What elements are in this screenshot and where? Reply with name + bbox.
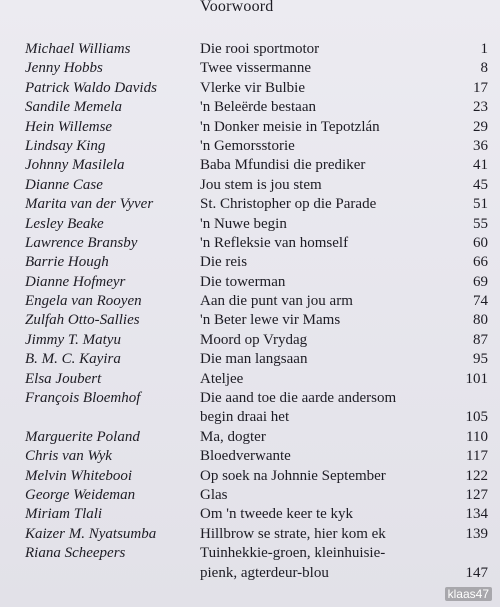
toc-entry	[0, 234, 500, 253]
entry-author: Jenny Hobbs	[25, 60, 103, 77]
entry-author: Michael Williams	[25, 41, 131, 57]
toc-entry	[0, 137, 500, 156]
entry-author: Johnny Masilela	[25, 157, 125, 174]
entry-author: Barrie Hough	[25, 254, 109, 271]
entry-page: 69	[473, 273, 488, 290]
entry-page: 95	[473, 351, 488, 368]
entry-page: 66	[473, 254, 488, 271]
entry-title: 'n Nuwe begin	[200, 215, 287, 232]
entry-title: Twee vissermanne	[200, 60, 311, 77]
entry-page: 55	[473, 215, 488, 232]
entry-author: Lawrence Bransby	[25, 234, 138, 251]
entry-title: Ateljee	[200, 370, 244, 387]
toc-entry	[0, 331, 500, 350]
entry-author: Hein Willemse	[25, 118, 113, 135]
toc-entry	[0, 253, 500, 272]
toc-entry	[0, 428, 500, 447]
toc-entry	[0, 98, 500, 117]
entry-page: 105	[465, 409, 488, 426]
entry-author: Sandile Memela	[25, 99, 123, 116]
entry-author: François Bloemhof	[25, 390, 141, 407]
entry-page: 8	[480, 60, 488, 77]
toc-entry	[0, 486, 500, 505]
toc-entry	[0, 40, 500, 59]
entry-title	[200, 389, 450, 428]
entry-page: 87	[473, 331, 488, 348]
entry-author: Dianne Case	[25, 176, 103, 193]
toc-entry	[0, 292, 500, 311]
toc-entry	[0, 215, 500, 234]
entry-title: 'n Refleksie van homself	[200, 234, 349, 251]
entry-page: 127	[465, 487, 488, 503]
entry-title: Hillbrow se strate, hier kom ek	[200, 525, 386, 542]
toc-entry	[0, 195, 500, 214]
entry-page: 147	[465, 564, 488, 581]
entry-title: Glas	[200, 487, 228, 503]
entry-title	[200, 544, 450, 583]
entry-author: Zulfah Otto-Sallies	[25, 312, 140, 329]
entry-author: Lesley Beake	[25, 215, 104, 232]
toc-entry	[0, 525, 500, 544]
toc-entry	[0, 447, 500, 466]
entry-page: 17	[473, 79, 488, 96]
entry-author: Melvin Whitebooi	[25, 467, 133, 484]
table-of-contents	[0, 40, 500, 583]
entry-author: Miriam Tlali	[25, 506, 103, 523]
toc-entry	[0, 389, 500, 428]
entry-page: 41	[473, 157, 488, 174]
entry-author: Lindsay King	[25, 137, 106, 154]
entry-title: Die man langsaan	[200, 351, 308, 368]
entry-author: Elsa Joubert	[25, 370, 102, 387]
entry-title: 'n Donker meisie in Tepotzlán	[200, 118, 380, 135]
entry-page: 60	[473, 234, 488, 251]
entry-title: 'n Gemorsstorie	[200, 137, 295, 154]
entry-title-line-2: begin draai het	[200, 409, 290, 426]
entry-title: Jou stem is jou stem	[200, 176, 322, 193]
toc-entry	[0, 79, 500, 98]
entry-title: Die reis	[200, 254, 248, 271]
entry-author: Marguerite Poland	[25, 428, 140, 445]
entry-page: 51	[473, 196, 488, 213]
entry-page: 80	[473, 312, 488, 329]
entry-author: B. M. C. Kayira	[25, 351, 121, 368]
entry-title: 'n Beleërde bestaan	[200, 99, 316, 116]
entry-title: Baba Mfundisi die prediker	[200, 157, 366, 174]
entry-title: Aan die punt van jou arm	[200, 293, 353, 310]
entry-page: 110	[466, 428, 488, 445]
entry-page: 74	[473, 293, 488, 310]
entry-title: 'n Beter lewe vir Mams	[200, 312, 341, 329]
entry-title: Bloedverwante	[200, 448, 291, 465]
entry-author: Chris van Wyk	[25, 448, 112, 465]
entry-title: Moord op Vrydag	[200, 331, 308, 348]
toc-entry	[0, 59, 500, 78]
entry-page: 139	[465, 525, 488, 542]
entry-title: Die rooi sportmotor	[200, 41, 320, 57]
entry-page: 134	[465, 506, 488, 523]
entry-page: 36	[473, 137, 488, 154]
entry-title: Die towerman	[200, 273, 286, 290]
entry-title: Ma, dogter	[200, 428, 266, 445]
toc-entry	[0, 311, 500, 330]
entry-author: Riana Scheepers	[25, 545, 126, 562]
toc-heading: Voorwoord	[200, 0, 274, 15]
entry-title: Om 'n tweede keer te kyk	[200, 506, 354, 523]
entry-page: 101	[465, 370, 488, 387]
entry-page: 117	[466, 448, 488, 465]
entry-title-line-1: Die aand toe die aarde andersom	[200, 390, 397, 407]
entry-author: Engela van Rooyen	[25, 293, 142, 310]
entry-author: George Weideman	[25, 487, 136, 503]
toc-entry	[0, 350, 500, 369]
entry-title-line-1: Tuinhekkie-groen, kleinhuisie-	[200, 545, 386, 562]
entry-page: 23	[473, 99, 488, 116]
watermark-label: klaas47	[445, 587, 492, 601]
toc-entry	[0, 273, 500, 292]
entry-title: Op soek na Johnnie September	[200, 467, 386, 484]
entry-title: St. Christopher op die Parade	[200, 196, 377, 213]
toc-entry	[0, 370, 500, 389]
toc-entry	[0, 156, 500, 175]
toc-entry	[0, 505, 500, 524]
entry-author: Jimmy T. Matyu	[25, 331, 121, 348]
entry-title: Vlerke vir Bulbie	[200, 79, 305, 96]
toc-entry	[0, 467, 500, 486]
entry-author: Marita van der Vyver	[25, 196, 154, 213]
toc-entry	[0, 544, 500, 583]
toc-entry	[0, 176, 500, 195]
entry-author: Kaizer M. Nyatsumba	[25, 525, 157, 542]
entry-page: 29	[473, 118, 488, 135]
entry-page: 122	[465, 467, 488, 484]
entry-author: Dianne Hofmeyr	[25, 273, 126, 290]
entry-author: Patrick Waldo Davids	[25, 79, 157, 96]
entry-page: 45	[473, 176, 488, 193]
toc-entry	[0, 118, 500, 137]
entry-title-line-2: pienk, agterdeur-blou	[200, 564, 329, 581]
entry-page: 1	[480, 41, 488, 57]
